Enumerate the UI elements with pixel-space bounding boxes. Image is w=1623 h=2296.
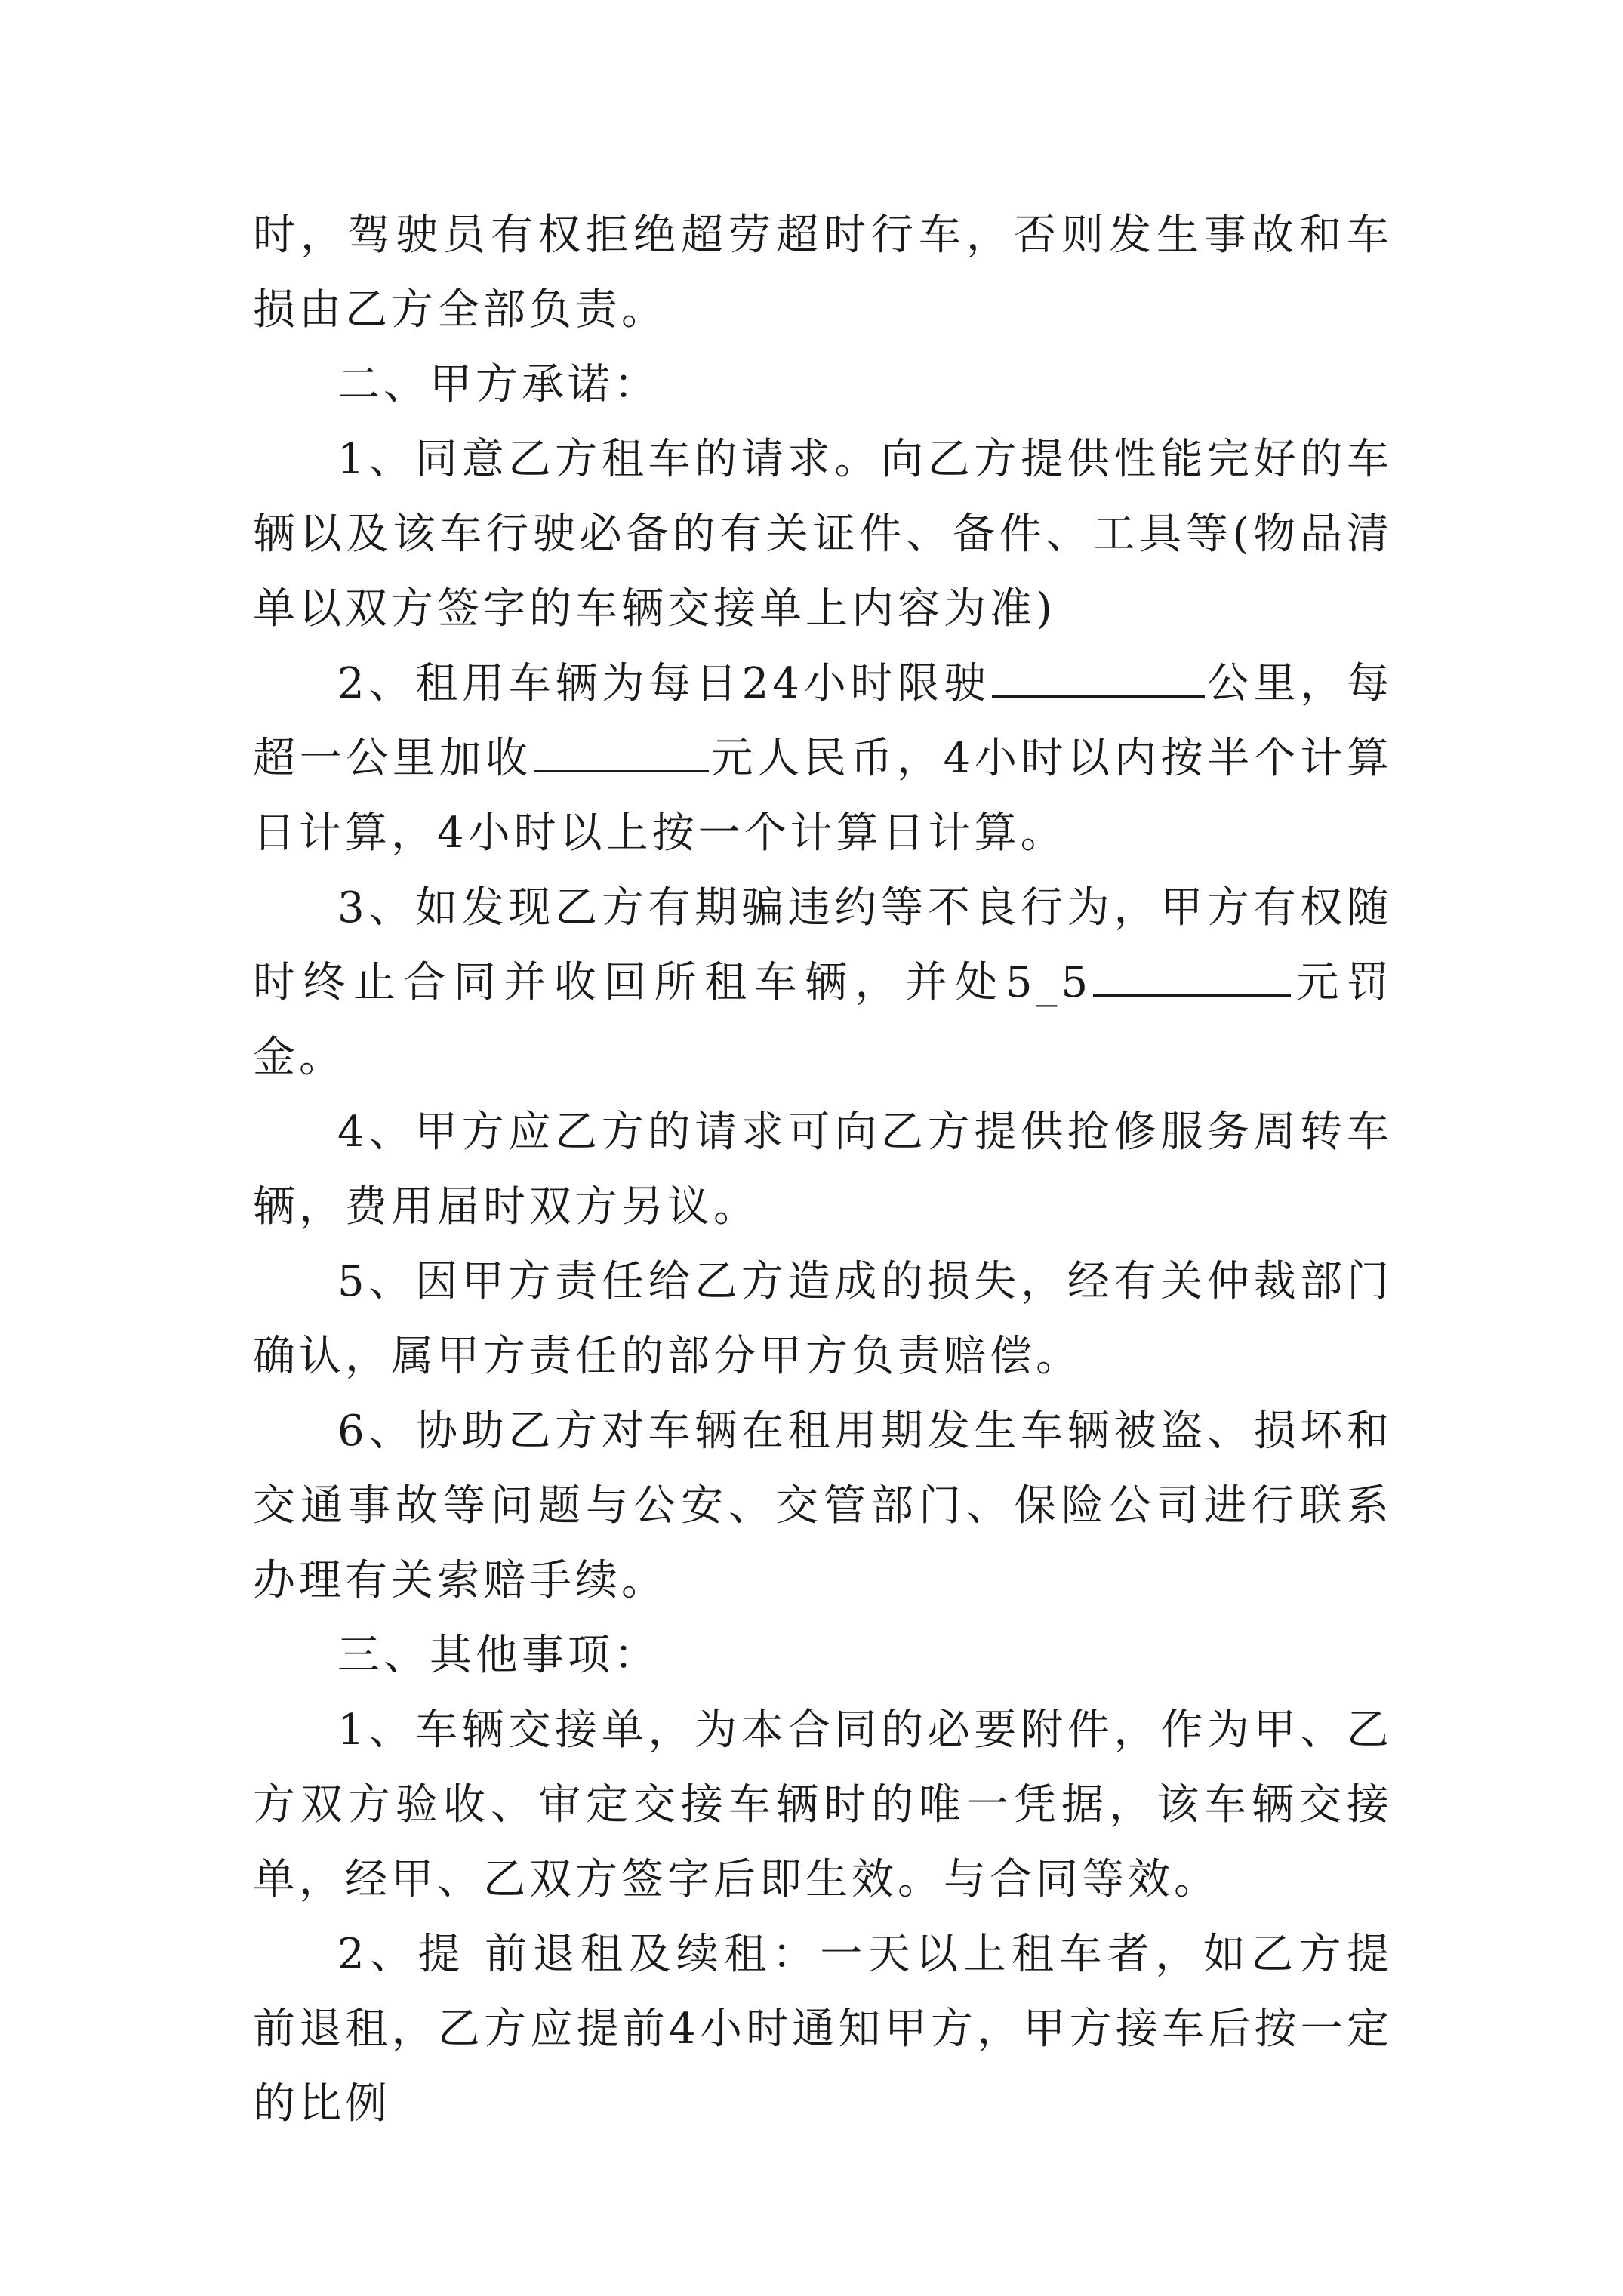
section-heading-party-a-commitments: 二、甲方承诺： xyxy=(337,360,660,409)
fill-blank-penalty[interactable] xyxy=(1093,952,1291,997)
clause-a3-text-1: 3、如发现乙方有期骗违约等不良行为，甲方有权随时终止合同并收回所租车辆，并处5_5 xyxy=(253,883,1393,1007)
clause-a6: 6、协助乙方对车辆在租用期发生车辆被盗、损坏和交通事故等问题与公安、交管部门、保险公司进行联系办理有关索赔手续。 xyxy=(253,1407,1393,1605)
fill-blank-km-limit[interactable] xyxy=(992,653,1205,698)
clause-a2 xyxy=(253,646,1393,871)
clause-o2: 2、提 前退租及续租：一天以上租车者，如乙方提前退租，乙方应提前4小时通知甲方，甲方接车后按一定的比例 xyxy=(253,1930,1393,2128)
clause-a2-text-3: 元人民币，4小时以内按半个计算日计算，4小时以上按一个计算日计算。 xyxy=(253,734,1393,858)
clause-a5: 5、因甲方责任给乙方造成的损失，经有关仲裁部门确认，属甲方责任的部分甲方负责赔偿。 xyxy=(253,1257,1393,1381)
paragraph-continuation: 时，驾驶员有权拒绝超劳超时行车，否则发生事故和车损由乙方全部负责。 xyxy=(253,211,1393,334)
contract-body xyxy=(253,198,1393,2141)
clause-a2-text-2: 公里，每超一公里加收 xyxy=(253,659,1394,783)
clause-o1: 1、车辆交接单，为本合同的必要附件，作为甲、乙方双方验收、审定交接车辆时的唯一凭据，该车辆交接单，经甲、乙双方签字后即生效。与合同等效。 xyxy=(253,1706,1393,1904)
fill-blank-extra-fee[interactable] xyxy=(534,728,709,772)
section-heading-other-matters: 三、其他事项： xyxy=(337,1631,660,1680)
clause-a4: 4、甲方应乙方的请求可向乙方提供抢修服务周转车辆，费用届时双方另议。 xyxy=(253,1108,1393,1231)
clause-a3-text-2: 元罚金。 xyxy=(253,958,1394,1082)
clause-a3 xyxy=(253,871,1393,1095)
clause-a1: 1、同意乙方租车的请求。向乙方提供性能完好的车辆以及该车行驶必备的有关证件、备件、工具等(物品清单以双方签字的车辆交接单上内容为准) xyxy=(253,435,1393,633)
clause-a2-text-1: 2、租用车辆为每日24小时限驶 xyxy=(337,659,990,708)
